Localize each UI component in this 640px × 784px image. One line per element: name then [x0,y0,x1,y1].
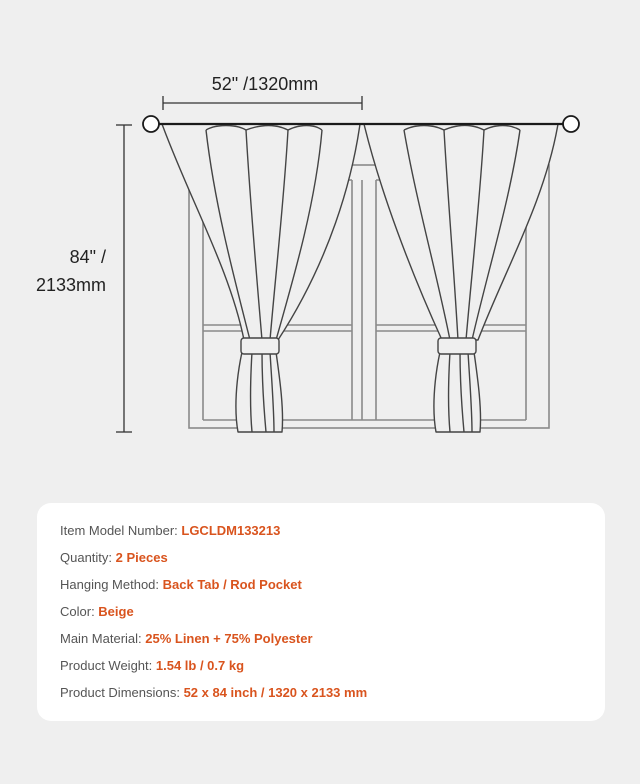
spec-label: Main Material: [60,631,146,646]
width-dimension-line [163,96,362,110]
spec-label: Color: [60,604,99,619]
rod-finial-right [563,116,579,132]
spec-value: 2 Pieces [115,550,168,565]
rod-finial-left [143,116,159,132]
spec-label: Hanging Method: [60,577,163,592]
right-curtain-panel [364,124,558,432]
spec-label: Quantity: [60,550,116,565]
spec-label: Product Weight: [60,658,156,673]
spec-value: 52 x 84 inch / 1320 x 2133 mm [183,685,368,700]
spec-row-quantity [60,550,168,566]
spec-row-dimensions [60,685,367,701]
height-label-mm: 2133mm [35,275,106,295]
height-dimension-line [116,125,132,432]
spec-value: Back Tab / Rod Pocket [162,577,302,592]
spec-value: Beige [98,604,134,619]
spec-label: Product Dimensions: [60,685,184,700]
spec-row-color [60,604,134,620]
spec-label: Item Model Number: [60,523,182,538]
width-label: 52" /1320mm [211,74,319,94]
spec-row-hanging-method [60,577,302,593]
height-label-inches: 84" / [69,247,106,267]
spec-card [37,503,605,721]
spec-value: LGCLDM133213 [181,523,281,538]
spec-value: 1.54 lb / 0.7 kg [155,658,245,673]
spec-row-weight [60,658,244,674]
spec-value: 25% Linen + 75% Polyester [145,631,313,646]
spec-row-model [60,523,280,539]
left-curtain-panel [162,124,360,432]
spec-row-material [60,631,313,647]
